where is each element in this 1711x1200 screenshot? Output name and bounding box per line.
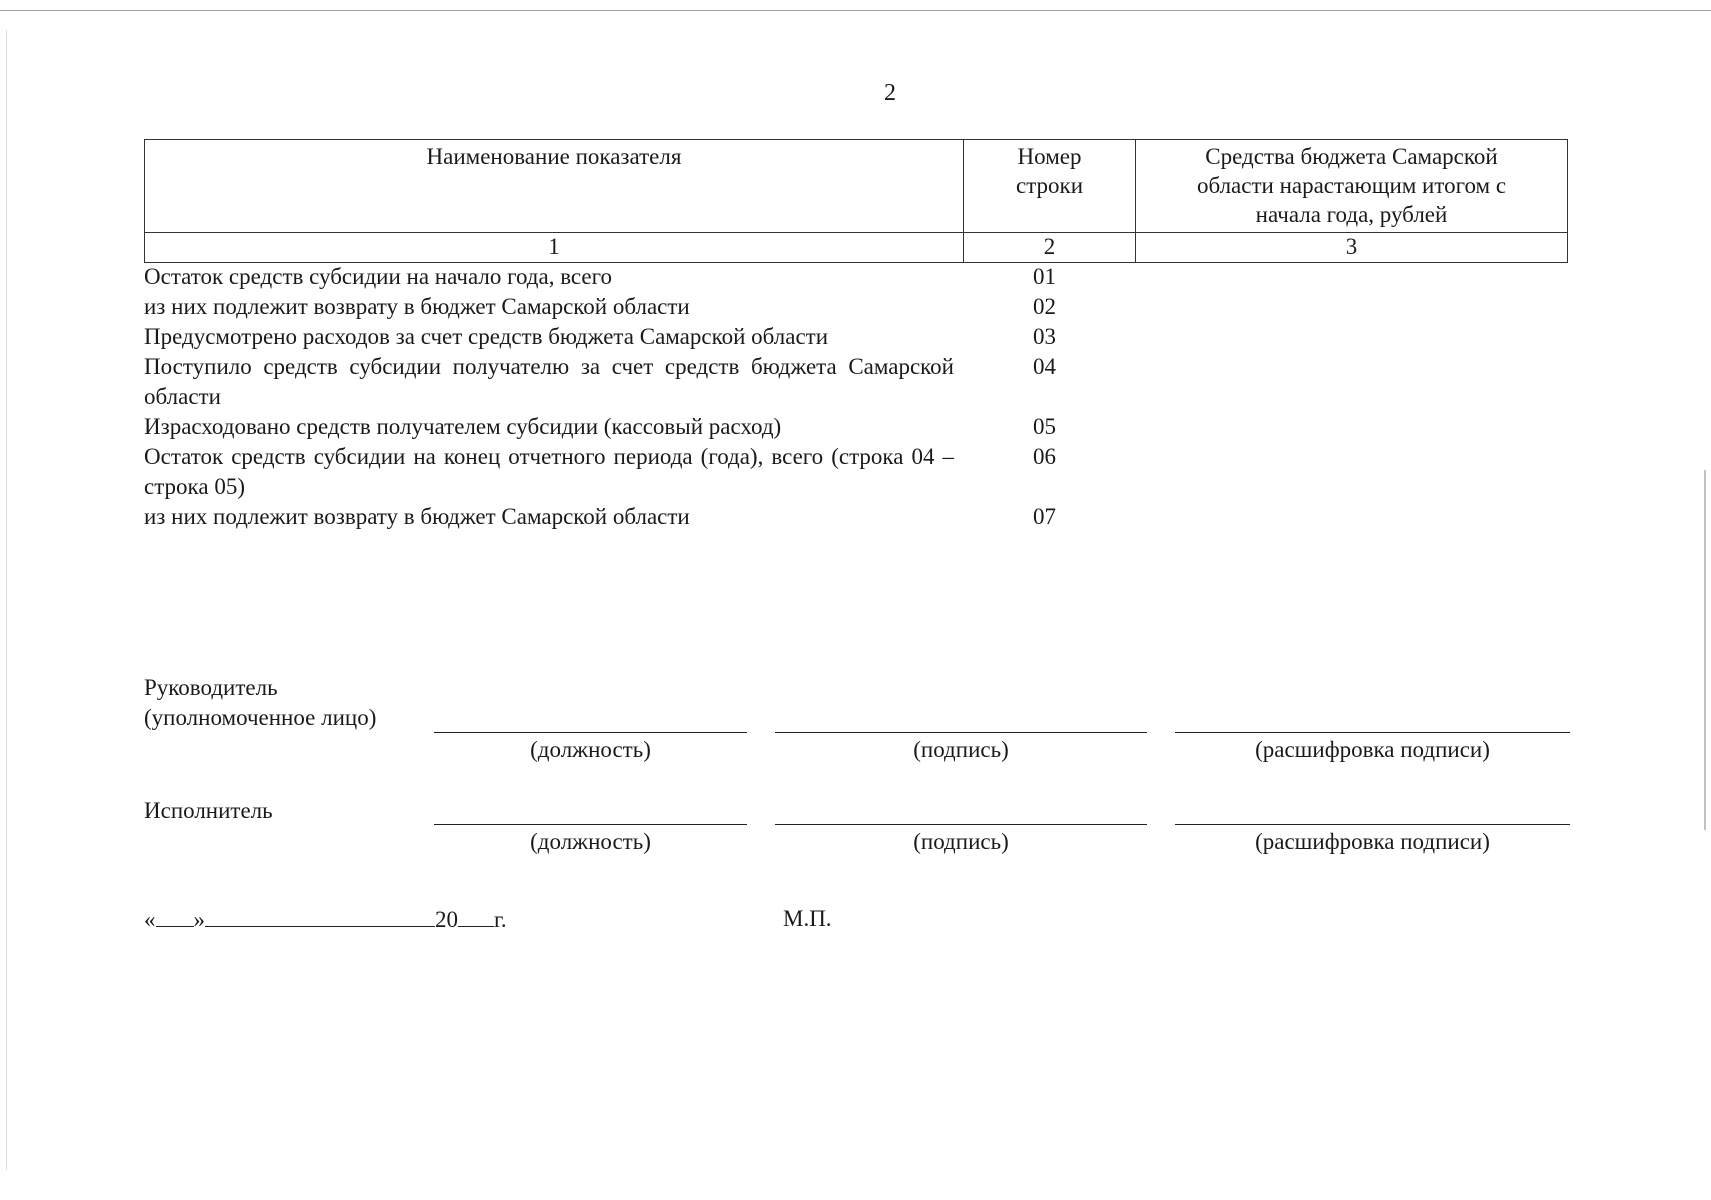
head-label: [144, 673, 376, 733]
report-table-header: [144, 139, 1568, 263]
executor-position-field[interactable]: [434, 824, 747, 825]
table-row: [144, 262, 1567, 292]
date-year-suffix: г.: [494, 907, 507, 932]
head-label-line-1: Руководитель: [144, 675, 278, 700]
row-label: из них подлежит возврату в бюджет Самарской области: [144, 504, 690, 529]
head-position-field[interactable]: [434, 732, 747, 733]
report-rows: [144, 262, 1567, 532]
table-header-row: [145, 140, 1568, 233]
date-year-prefix: 20: [435, 907, 458, 932]
table-row: [144, 442, 1567, 502]
header-budget-funds-text-3: начала года, рублей: [1255, 202, 1448, 227]
head-decoding-field[interactable]: [1175, 732, 1570, 733]
date-year-field[interactable]: [458, 906, 494, 927]
executor-position-caption: (должность): [530, 829, 651, 854]
column-number-1: 1: [145, 233, 964, 263]
header-line-number: [964, 140, 1136, 233]
executor-label: Исполнитель: [144, 798, 273, 823]
executor-signature-field[interactable]: [775, 824, 1147, 825]
row-label: из них подлежит возврату в бюджет Самарской области: [144, 294, 690, 319]
scan-artifact-left-edge: [6, 30, 7, 1170]
executor-signature-caption: (подпись): [913, 829, 1009, 854]
row-label: Остаток средств субсидии на конец отчетного периода (года), всего (строка 04 – строка 05): [144, 444, 954, 499]
header-budget-funds: [1136, 140, 1568, 233]
row-label: Предусмотрено расходов за счет средств бюджета Самарской области: [144, 324, 829, 349]
column-number-3: 3: [1136, 233, 1568, 263]
row-label: Поступило средств субсидии получателю за счет средств бюджета Самарской области: [144, 354, 954, 409]
table-row: [144, 292, 1567, 322]
head-label-line-2: (уполномоченное лицо): [144, 705, 377, 730]
row-code: 04: [1033, 354, 1056, 379]
row-label: Остаток средств субсидии на начало года, всего: [144, 264, 612, 289]
header-indicator-name: [145, 140, 964, 233]
date-close-quote: »: [193, 907, 205, 932]
head-decoding-caption: (расшифровка подписи): [1255, 737, 1490, 762]
row-code: 02: [1033, 294, 1056, 319]
head-position-caption: (должность): [530, 737, 651, 762]
row-code: 01: [1033, 264, 1056, 289]
header-budget-funds-text-1: Средства бюджета Самарской: [1205, 144, 1498, 169]
date-open-quote: «: [144, 907, 156, 932]
executor-decoding-field[interactable]: [1175, 824, 1570, 825]
table-row: [144, 322, 1567, 352]
header-line-number-text-2: строки: [1015, 173, 1084, 198]
stamp-place: М.П.: [783, 906, 832, 931]
row-code: 03: [1033, 324, 1056, 349]
row-code: 06: [1033, 444, 1056, 469]
row-label: Израсходовано средств получателем субсидии (кассовый расход): [144, 414, 782, 439]
header-line-number-text-1: Номер: [1017, 144, 1082, 169]
header-indicator-name-text: Наименование показателя: [426, 144, 682, 169]
column-number-2: 2: [964, 233, 1136, 263]
page-number: 2: [884, 80, 896, 106]
date-day-field[interactable]: [156, 906, 194, 927]
head-signature-field[interactable]: [775, 732, 1147, 733]
head-signature-caption: (подпись): [913, 737, 1009, 762]
table-row: [144, 502, 1567, 532]
scan-artifact-right-edge: [1704, 470, 1706, 830]
table-row: [144, 352, 1567, 412]
row-code: 07: [1033, 504, 1056, 529]
executor-decoding-caption: (расшифровка подписи): [1255, 829, 1490, 854]
table-column-numbers-row: [145, 233, 1568, 263]
row-code: 05: [1033, 414, 1056, 439]
header-budget-funds-text-2: области нарастающим итогом с: [1196, 173, 1507, 198]
table-row: [144, 412, 1567, 442]
scan-artifact-top-line: [0, 10, 1711, 11]
date-line: [144, 906, 507, 933]
date-month-field[interactable]: [205, 906, 435, 927]
